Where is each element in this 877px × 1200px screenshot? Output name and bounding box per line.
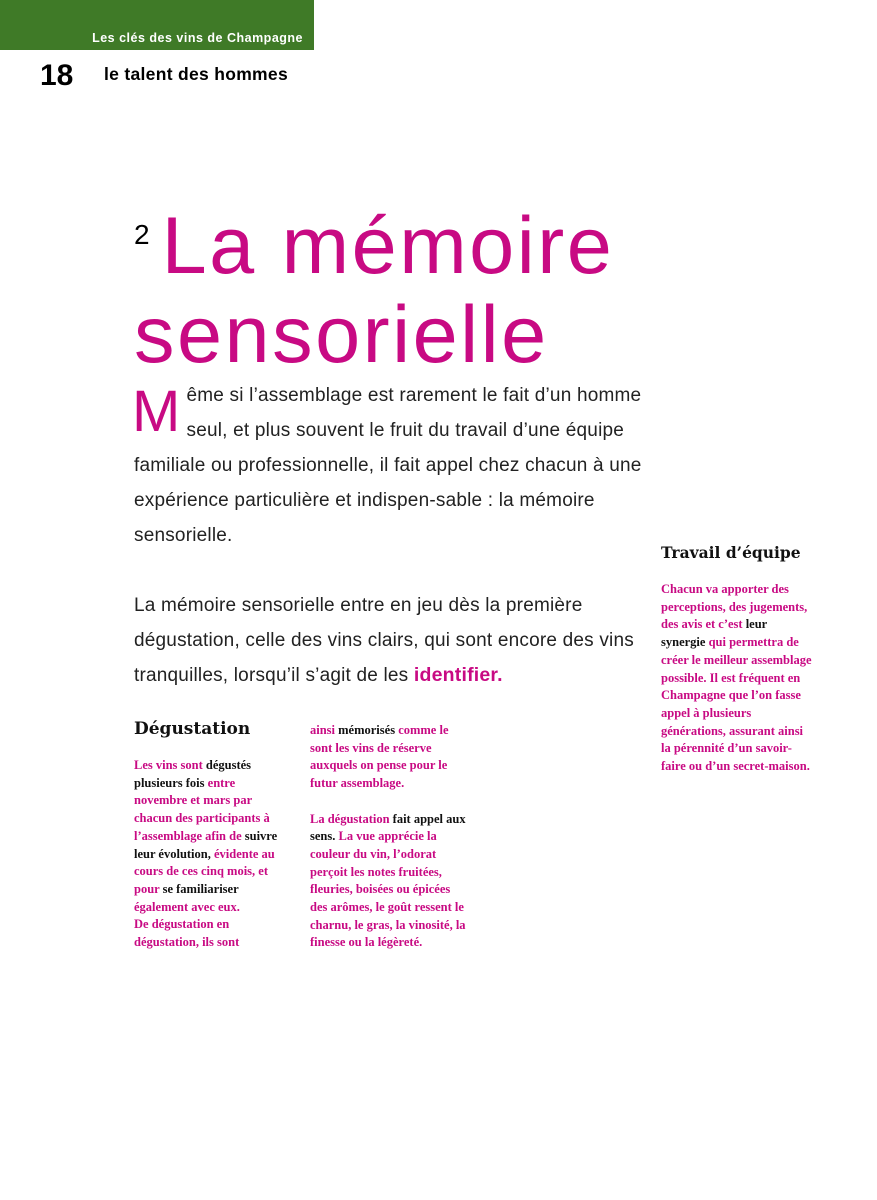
text-run: entre novembre et mars par chacun des participants à l’assemblage afin de xyxy=(134,775,270,843)
column-2-paragraph-1 xyxy=(310,722,470,793)
degustation-column-1 xyxy=(134,757,290,952)
sidebar-text xyxy=(661,581,813,776)
section-title: le talent des hommes xyxy=(104,64,288,84)
text-run: également avec eux. xyxy=(134,899,240,914)
header-band xyxy=(0,0,314,50)
text-run: évidente au cours de ces cinq mois, et pour xyxy=(134,846,275,896)
book-title: Les clés des vins de Champagne xyxy=(92,31,303,45)
text-run: se familiariser xyxy=(159,881,239,896)
emphasis-word: identifier. xyxy=(413,664,503,686)
second-paragraph xyxy=(134,588,646,693)
text-run: ainsi xyxy=(310,723,336,737)
text-run: mémorisés xyxy=(335,723,399,737)
chapter-title-line1: La mémoire xyxy=(161,201,615,291)
column-1-paragraph-2: De dégustation en dégustation, ils sont xyxy=(134,917,240,950)
chapter-title xyxy=(134,190,694,380)
text-run: dégustés plusieurs fois xyxy=(134,758,252,790)
sidebar-heading: Travail d’équipe xyxy=(661,543,801,562)
second-paragraph-text: La mémoire sensorielle entre en jeu dès la première dégustation, celle des vins clairs, qui sont encore des vins tranquilles, lorsqu’il s’agit de les xyxy=(134,595,634,686)
intro-text: ême si l’assemblage est rarement le fait d’un homme seul, et plus souvent le fruit du travail d’une équipe familiale ou professionnelle, il fait appel chez chacun à une expérience particulière et indispen-sable : la mémoire sensorielle. xyxy=(134,385,642,546)
text-run: suivre leur évolution, xyxy=(134,828,278,861)
degustation-column-2 xyxy=(310,722,470,952)
text-run: qui permettra de créer le meilleur assemblage possible. Il est fréquent en Champagne que l’on fasse appel à plusieurs générations, assurant ainsi la pérennité d’un savoir-faire ou d’un secret-maison. xyxy=(661,635,812,774)
intro-paragraph xyxy=(134,378,646,553)
column-1-paragraph-1 xyxy=(134,757,290,916)
page-number: 18 xyxy=(40,59,74,92)
drop-cap: M xyxy=(132,379,181,444)
chapter-title-line2: sensorielle xyxy=(134,290,549,380)
chapter-number: 2 xyxy=(134,219,150,250)
sidebar-paragraph xyxy=(661,581,813,776)
text-run: fait appel aux sens. xyxy=(310,811,466,844)
text-run: leur synergie xyxy=(661,617,767,650)
column-2-paragraph-2 xyxy=(310,811,470,953)
text-run: Les vins sont xyxy=(134,758,203,772)
degustation-heading: Dégustation xyxy=(134,719,251,739)
text-run: La dégustation xyxy=(310,811,390,826)
text-run: La vue apprécie la couleur du vin, l’odorat perçoit les notes fruitées, fleuries, boisées ou épicées des arômes, le goût ressent le charnu, le gras, la vinosité, la finesse ou la légèreté. xyxy=(310,829,466,950)
text-run: comme le sont les vins de réserve auxquels on pense pour le futur assemblage. xyxy=(310,723,449,791)
text-run: Chacun va apporter des perceptions, des jugements, des avis et c’est xyxy=(661,582,808,632)
